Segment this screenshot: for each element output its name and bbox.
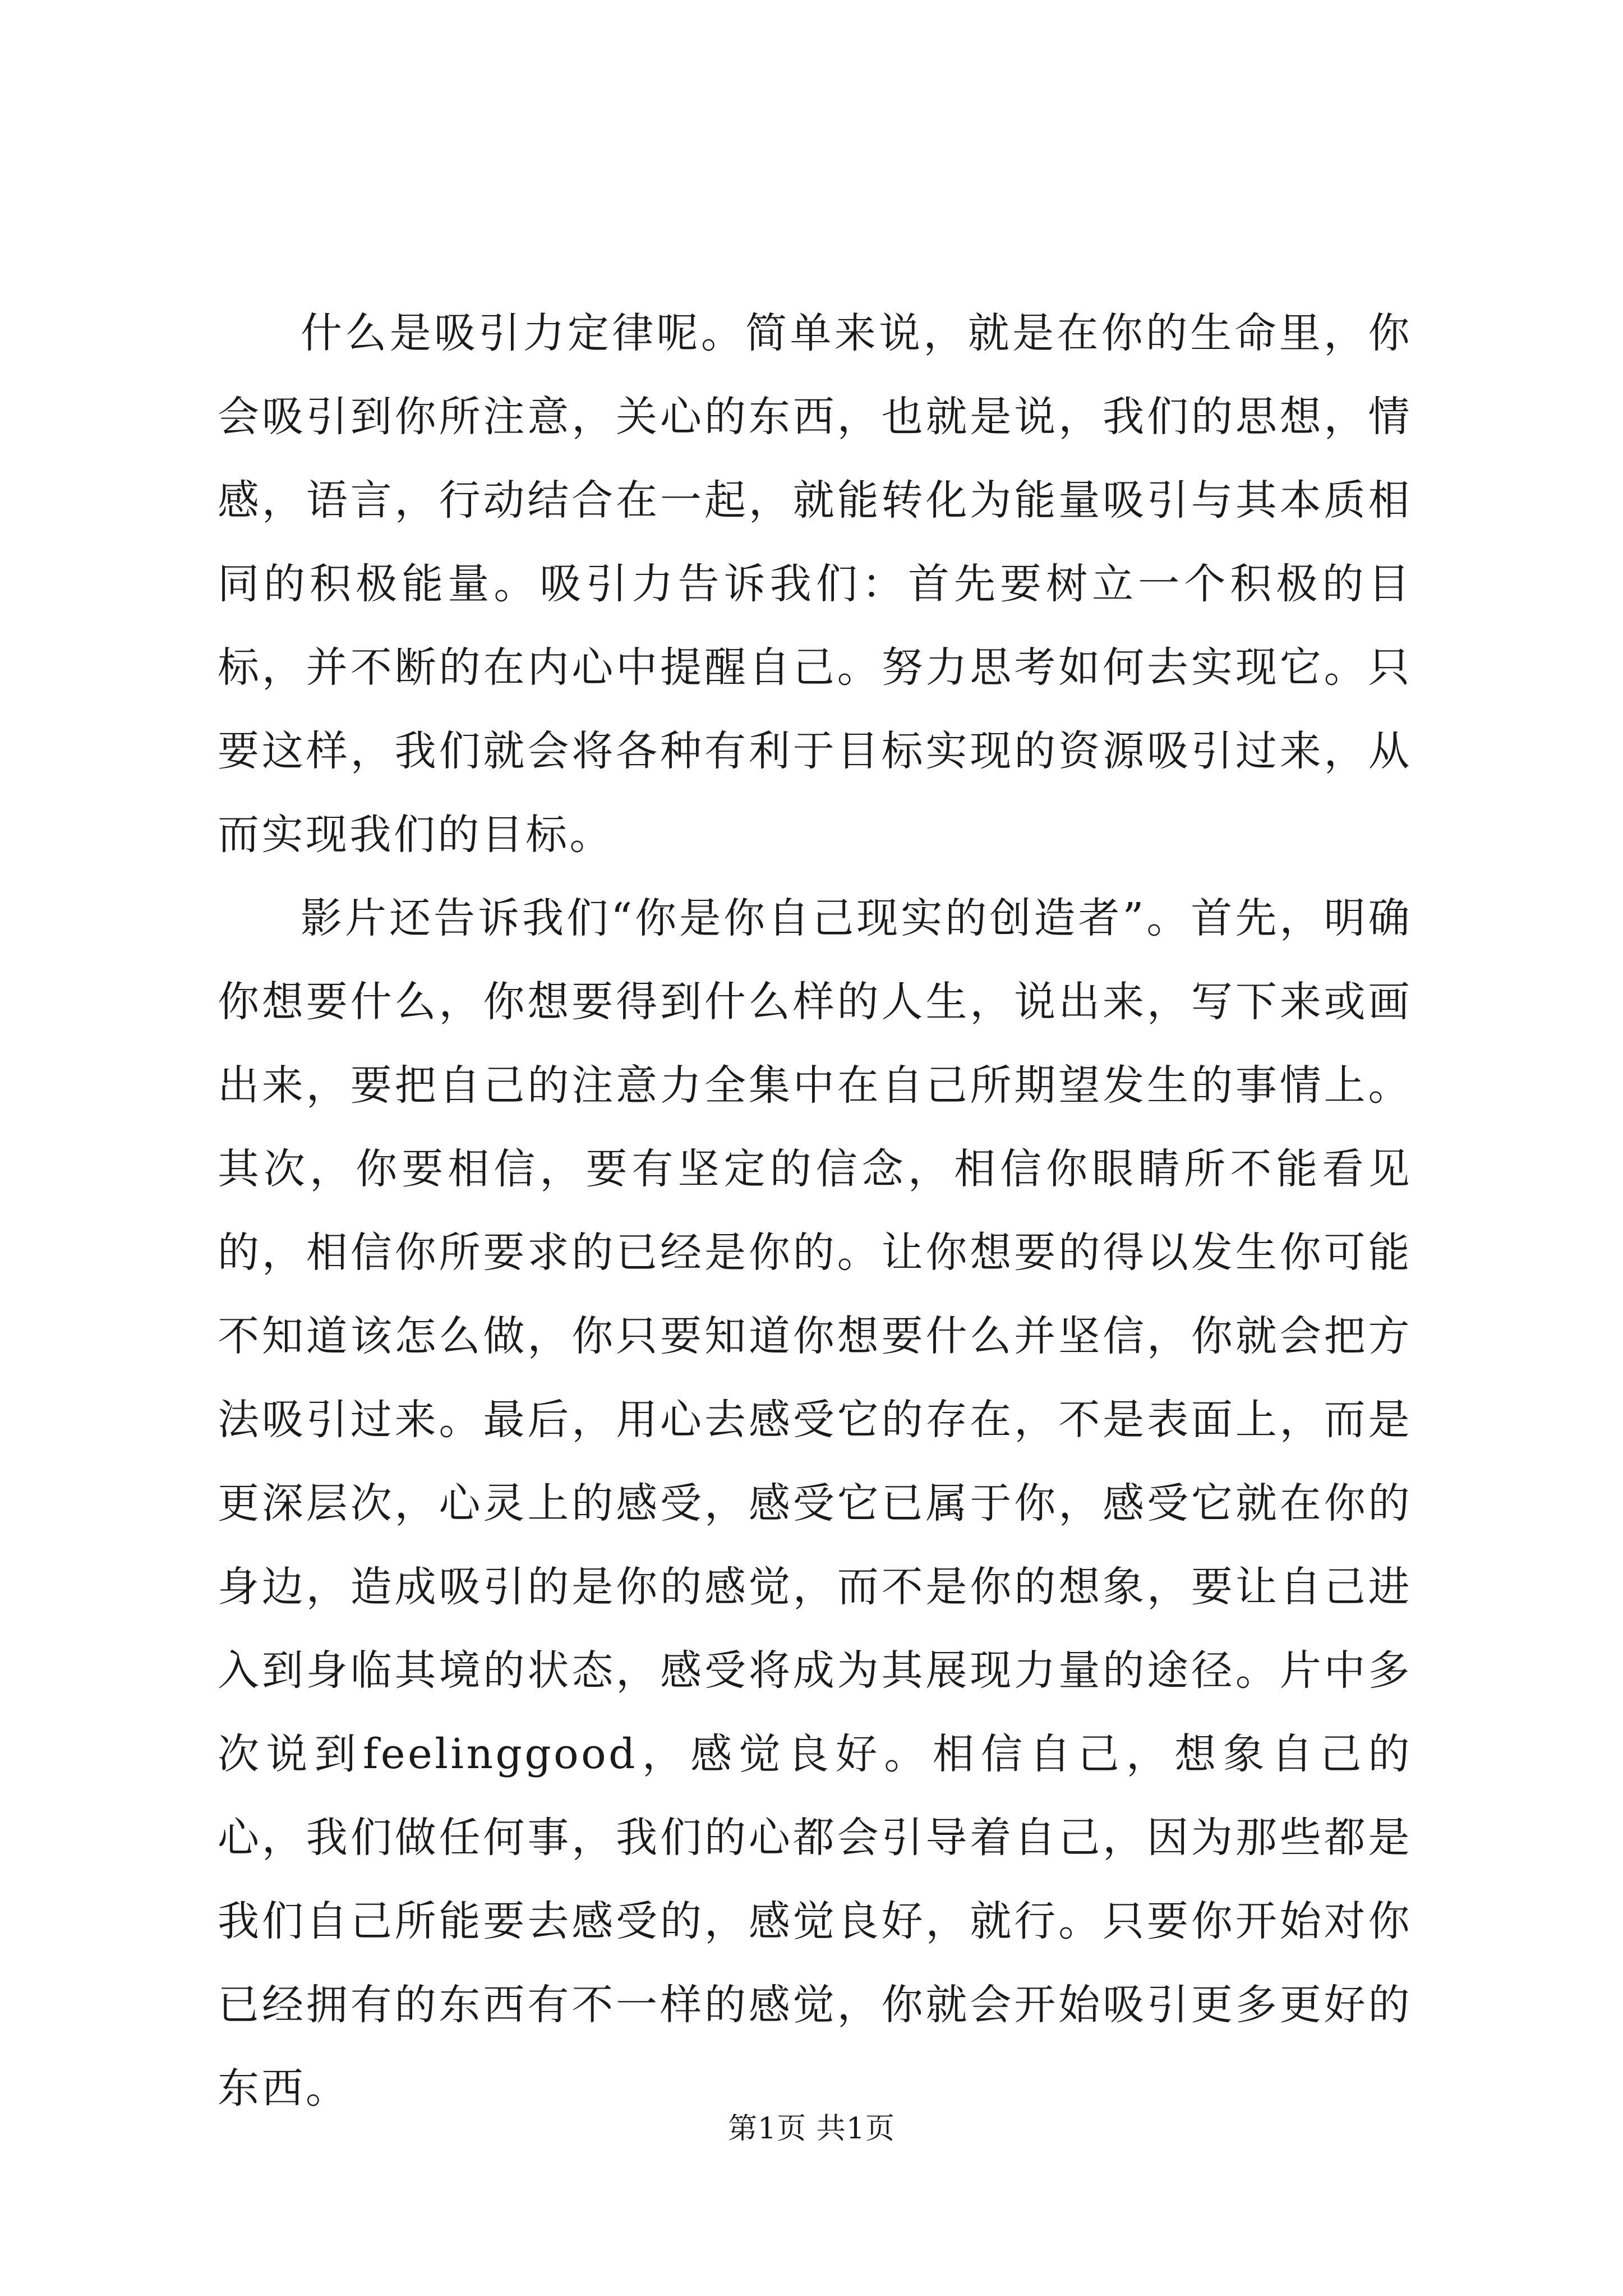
paragraph-1: 什么是吸引力定律呢。简单来说，就是在你的生命里，你会吸引到你所注意，关心的东西，也就是说，我们的思想，情感，语言，行动结合在一起，就能转化为能量吸引与其本质相同的积极能量。吸引力告诉我们：首先要树立一个积极的目标，并不断的在内心中提醒自己。努力思考如何去实现它。只要这样，我们就会将各种有利于目标实现的资源吸引过来，从而实现我们的目标。 (218, 309, 1412, 859)
paragraph-2: 影片还告诉我们“你是你自己现实的创造者”。首先，明确你想要什么，你想要得到什么样的人生，说出来，写下来或画出来，要把自己的注意力全集中在自己所期望发生的事情上。其次，你要相信，要有坚定的信念，相信你眼睛所不能看见的，相信你所要求的已经是你的。让你想要的得以发生你可能不知道该怎么做，你只要知道你想要什么并坚信，你就会把方法吸引过来。最后，用心去感受它的存在，不是表面上，而是更深层次，心灵上的感受，感受它已属于你，感受它就在你的身边，造成吸引的是你的感觉，而不是你的想象，要让自己进入到身临其境的状态，感受将成为其展现力量的途径。片中多次说到feelinggood，感觉良好。相信自己，想象自己的心，我们做任何事，我们的心都会引导着自己，因为那些都是我们自己所能要去感受的，感觉良好，就行。只要你开始对你已经拥有的东西有不一样的感觉，你就会开始吸引更多更好的东西。 (218, 894, 1412, 2113)
page-number-label: 第1页 共1页 (728, 2112, 895, 2146)
document-body (218, 292, 1412, 2131)
page-footer (0, 2109, 1623, 2148)
